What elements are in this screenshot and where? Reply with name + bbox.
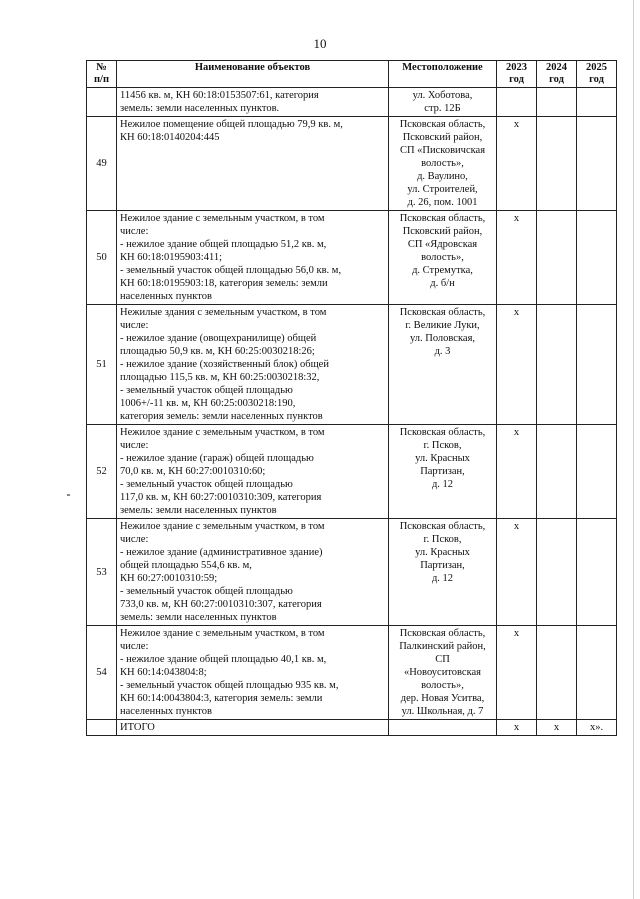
row-2024: [537, 117, 577, 211]
row-2024: [537, 425, 577, 519]
row-2023: x: [497, 519, 537, 626]
row-2025: [577, 519, 617, 626]
row-location: Псковская область, Псковский район, СП «Писковичская волость», д. Ваулино, ул. Строителей, д. 26, пом. 1001: [389, 117, 497, 211]
header-location: Местоположение: [389, 61, 497, 88]
row-2023: [497, 88, 537, 117]
row-name: Нежилые здания с земельным участком, в том числе: - нежилое здание (овощехранилище) общей площадью 50,9 кв. м, КН 60:25:0030218:26; - нежилое здание (хозяйственный блок) общей площадью 115,5 кв. м, КН 60:25:0030218:32, - земельный участок общей площадью 1006+/-11 кв. м, КН 60:25:0030218:190, категория земель: земли населенных пунктов: [117, 305, 389, 425]
total-2025: x».: [577, 720, 617, 736]
row-2025: [577, 117, 617, 211]
row-2023: x: [497, 117, 537, 211]
total-2024: x: [537, 720, 577, 736]
row-num: 49: [87, 117, 117, 211]
row-location: Псковская область, г. Псков, ул. Красных Партизан, д. 12: [389, 519, 497, 626]
row-2024: [537, 305, 577, 425]
table-row: [87, 211, 617, 305]
header-name: Наименование объектов: [117, 61, 389, 88]
row-num: 52: [87, 425, 117, 519]
row-num: [87, 88, 117, 117]
total-num-cell: [87, 720, 117, 736]
table-row: [87, 626, 617, 720]
page-edge-line: [633, 0, 634, 899]
row-2025: [577, 305, 617, 425]
row-2025: [577, 88, 617, 117]
row-2023: x: [497, 305, 537, 425]
row-2023: x: [497, 425, 537, 519]
row-2024: [537, 519, 577, 626]
table-row: [87, 425, 617, 519]
row-2024: [537, 626, 577, 720]
page-number: 10: [313, 36, 327, 51]
row-2025: [577, 425, 617, 519]
table-header-row: [87, 61, 617, 88]
table-row: [87, 519, 617, 626]
total-location-cell: [389, 720, 497, 736]
header-2025: 2025 год: [577, 61, 617, 88]
total-2023: x: [497, 720, 537, 736]
row-name: Нежилое помещение общей площадью 79,9 кв. м, КН 60:18:0140204:445: [117, 117, 389, 211]
table-row: [87, 88, 617, 117]
row-location: Псковская область, Палкинский район, СП «Новоуситовская волость», дер. Новая Уситва, ул. Школьная, д. 7: [389, 626, 497, 720]
row-num: 53: [87, 519, 117, 626]
row-num: 54: [87, 626, 117, 720]
total-label: ИТОГО: [117, 720, 389, 736]
objects-table: [86, 60, 617, 736]
header-num: № п/п: [87, 61, 117, 88]
row-location: Псковская область, г. Великие Луки, ул. Половская, д. 3: [389, 305, 497, 425]
row-name: Нежилое здание с земельным участком, в том числе: - нежилое здание (гараж) общей площадью 70,0 кв. м, КН 60:27:0010310:60; - земельный участок общей площадью 117,0 кв. м, КН 60:27:0010310:309, категория земель: земли населенных пунктов: [117, 425, 389, 519]
row-2024: [537, 88, 577, 117]
header-2023: 2023 год: [497, 61, 537, 88]
row-num: 51: [87, 305, 117, 425]
row-2023: x: [497, 211, 537, 305]
total-row: [87, 720, 617, 736]
margin-mark: [67, 494, 70, 496]
row-location: ул. Хоботова, стр. 12Б: [389, 88, 497, 117]
table-row: [87, 117, 617, 211]
row-2024: [537, 211, 577, 305]
row-location: Псковская область, г. Псков, ул. Красных Партизан, д. 12: [389, 425, 497, 519]
row-location: Псковская область, Псковский район, СП «Ядровская волость», д. Стремутка, д. б/н: [389, 211, 497, 305]
row-name: Нежилое здание с земельным участком, в том числе: - нежилое здание общей площадью 51,2 кв. м, КН 60:18:0195903:411; - земельный участок общей площадью 56,0 кв. м, КН 60:18:0195903:18, категория земель: земли населенных пунктов: [117, 211, 389, 305]
row-2023: x: [497, 626, 537, 720]
header-2024: 2024 год: [537, 61, 577, 88]
row-2025: [577, 211, 617, 305]
row-name: Нежилое здание с земельным участком, в том числе: - нежилое здание общей площадью 40,1 кв. м, КН 60:14:043804:8; - земельный участок общей площадью 935 кв. м, КН 60:14:0043804:3, категория земель: земли населенных пунктов: [117, 626, 389, 720]
row-name: Нежилое здание с земельным участком, в том числе: - нежилое здание (административное здание) общей площадью 554,6 кв. м, КН 60:27:0010310:59; - земельный участок общей площадью 733,0 кв. м, КН 60:27:0010310:307, категория земель: земли населенных пунктов: [117, 519, 389, 626]
row-num: 50: [87, 211, 117, 305]
table-row: [87, 305, 617, 425]
row-2025: [577, 626, 617, 720]
row-name: 11456 кв. м, КН 60:18:0153507:61, категория земель: земли населенных пунктов.: [117, 88, 389, 117]
